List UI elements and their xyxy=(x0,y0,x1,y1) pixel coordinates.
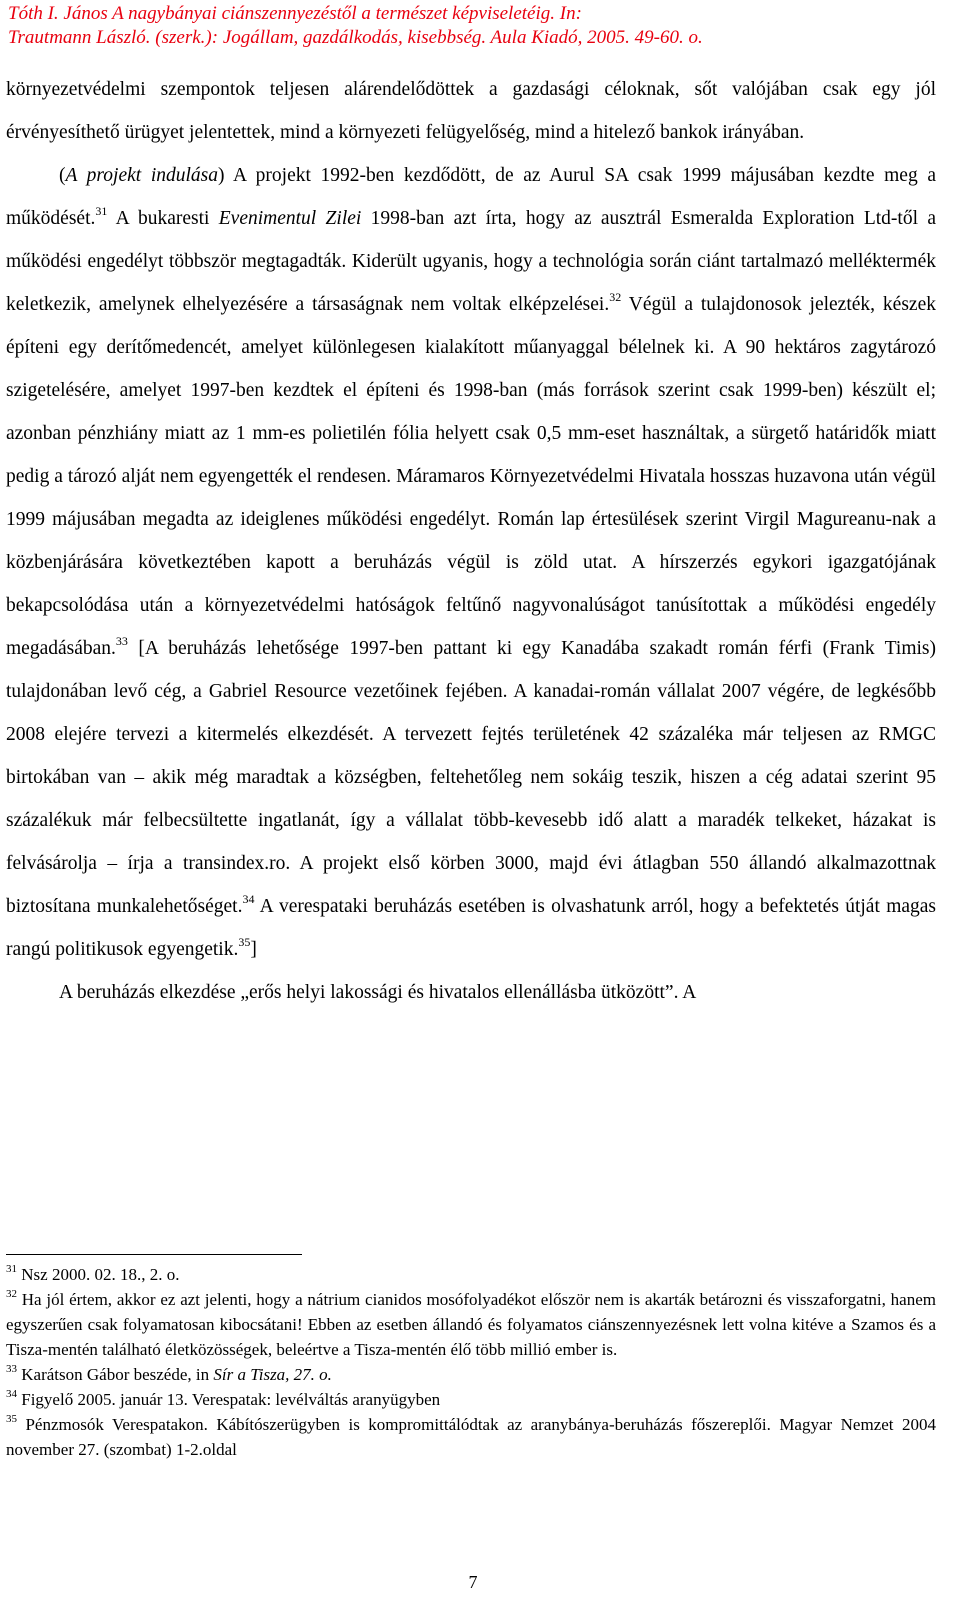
paragraph-2-text-6: A verespataki beruházás esetében is olvashatunk arról, hogy a befektetés útját magas rangú politikusok egyengetik. xyxy=(6,896,937,960)
section-heading: A projekt indulása xyxy=(65,165,218,186)
footnote-separator xyxy=(6,1254,302,1255)
page-number: 7 xyxy=(468,1572,478,1592)
paragraph-2-text-5: [A beruházás lehetősége 1997-ben pattant ki egy Kanadába szakadt román férfi (Frank Timis) tulajdonában levő cég, a Gabriel Resource vezetőinek fejében. A kanadai-román vállalat 2007 végére, de legkésőbb 2008 elejére tervezi a kitermelés elkezdését. A tervezett fejtés területének 42 százaléka már teljesen az RMGC birtokában van – akik még maradtak a községben, feltehetőleg nem sokáig teszik, hiszen a cég adatai szerint 95 százalékuk már felbecsültette ingatlanát, így a vállalat több-kevesebb idő alatt a maradék telkeket, házakat is felvásárolja – írja a transindex.ro. A projekt első körben 3000, majd évi átlagban 550 állandó alkalmazottnak biztosítana munkalehetőséget. xyxy=(6,638,936,917)
paragraph-1: környezetvédelmi szempontok teljesen alárendelődöttek a gazdasági céloknak, sőt valójában csak egy jól érvényesíthető ürügyet jelentettek, mind a környezeti felügyelőség, mind a hitelező bankok irányában. xyxy=(6,79,936,143)
footnote-text-31: Nsz 2000. 02. 18., 2. o. xyxy=(17,1265,180,1284)
citation-line-1: Tóth I. János A nagybányai ciánszennyezéstől a természet képviseletéig. In: xyxy=(8,3,582,24)
paragraph-2-text-3: 1998-ban azt írta, hogy az ausztrál Esmeralda Exploration Ltd-től a működési engedélyt többször megtagadták. Kiderült ugyanis, hogy a technológia során ciánt tartalmazó melléktermék keletkezik, amelynek elhelyezésére a társaságnak nem voltak elképzelései. xyxy=(6,208,936,315)
citation-header xyxy=(8,2,948,50)
footnote-ref-33[interactable]: 33 xyxy=(115,633,128,648)
footnote-number-35: 35 xyxy=(6,1413,17,1426)
footnote-33-title: Sír a Tisza, 27. o. xyxy=(213,1365,332,1384)
footnote-32 xyxy=(6,1287,936,1362)
footnote-ref-31[interactable]: 31 xyxy=(95,203,108,218)
footnote-35 xyxy=(6,1412,936,1462)
newspaper-title: Evenimentul Zilei xyxy=(218,208,362,229)
footnote-number-31: 31 xyxy=(6,1263,17,1276)
footnote-text-33: Karátson Gábor beszéde, in xyxy=(17,1365,214,1384)
footnote-33 xyxy=(6,1362,936,1387)
main-text xyxy=(6,68,936,1014)
paragraph-3: A beruházás elkezdése „erős helyi lakossági és hivatalos ellenállásba ütközött”. A xyxy=(59,982,697,1003)
footnote-ref-32[interactable]: 32 xyxy=(609,289,622,304)
citation-line-2: Trautmann László. (szerk.): Jogállam, gazdálkodás, kisebbség. Aula Kiadó, 2005. 49-60. o. xyxy=(8,27,703,48)
footnote-number-34: 34 xyxy=(6,1388,17,1401)
paragraph-2 xyxy=(6,154,936,971)
footnote-text-34: Figyelő 2005. január 13. Verespatak: levélváltás aranyügyben xyxy=(17,1390,441,1409)
footnote-34 xyxy=(6,1387,936,1412)
footnote-ref-35[interactable]: 35 xyxy=(238,934,251,949)
footnote-number-32: 32 xyxy=(6,1288,17,1301)
paragraph-2-text-1: ) A projekt 1992-ben kezdődött, de az Aurul SA csak 1999 májusában kezdte meg a működését. xyxy=(6,165,936,229)
footnote-31 xyxy=(6,1262,936,1287)
footnotes xyxy=(6,1262,936,1462)
footnote-text-35: Pénzmosók Verespatakon. Kábítószerügyben is kompromittálódtak az aranybánya-beruházás főszereplői. Magyar Nemzet 2004 november 27. (szombat) 1-2.oldal xyxy=(6,1415,936,1459)
paragraph-2-text-2: A bukaresti xyxy=(107,208,219,229)
footnote-ref-34[interactable]: 34 xyxy=(242,891,255,906)
footnote-text-32: Ha jól értem, akkor ez azt jelenti, hogy a nátrium cianidos mosófolyadékot először nem is akarták betározni és visszaforgatni, hanem egyszerűen csak folyamatosan kibocsátani! Ebben az esetben állandó és folyamatos ciánszennyezésnek lett volna kitéve a Szamos és a Tisza-mentén található életközösségek, beleértve a Tisza-mentén élő több millió ember is. xyxy=(6,1290,936,1359)
open-paren: ( xyxy=(59,165,66,186)
paragraph-2-text-4: Végül a tulajdonosok jelezték, készek építeni egy derítőmedencét, amelyet különlegesen kialakított műanyaggal bélelnek ki. A 90 hektáros zagytározó szigetelésére, amelyet 1997-ben kezdtek el építeni és 1998-ban (más források szerint csak 1999-ben) készült el; azonban pénzhiány miatt az 1 mm-es polietilén fólia helyett csak 0,5 mm-eset használtak, a sürgető határidők miatt pedig a tározó alját nem egyengették el rendesen. Máramaros Környezetvédelmi Hivatala hosszas huzavona után végül 1999 májusában megadta az ideiglenes működési engedélyt. Román lap értesülések szerint Virgil Magureanu-nak a közbenjárására következtében kapott a beruházás végül is zöld utat. A hírszerzés egykori igazgatójának bekapcsolódása után a környezetvédelmi hatóságok feltűnő nagyvonalúságot tanúsítottak a működési engedély megadásában. xyxy=(6,294,936,659)
footnote-number-33: 33 xyxy=(6,1363,17,1376)
paragraph-2-text-7: ] xyxy=(250,939,257,960)
